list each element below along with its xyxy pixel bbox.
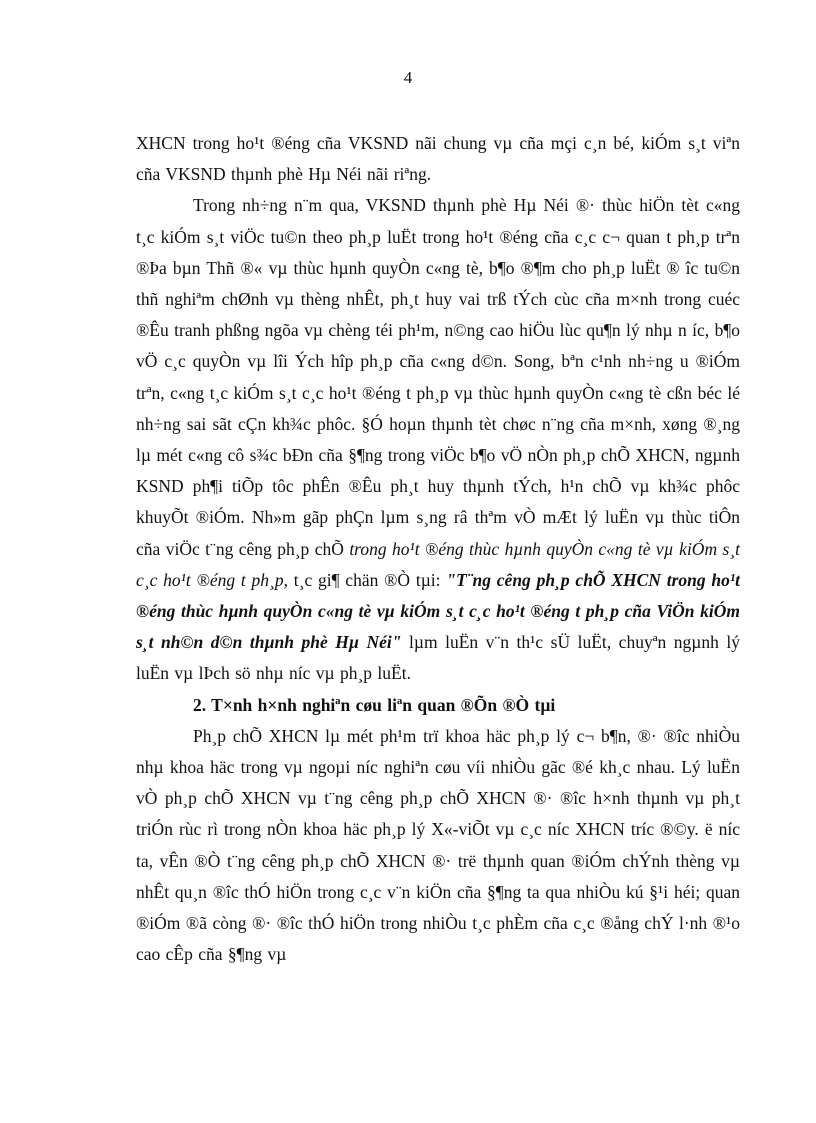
paragraph-rationale-text: Trong nh÷ng n¨m qua, VKSND thµnh phè Hµ Néi ®· thùc hiÖn tèt c«ng t¸c kiÓm s¸t viÖc tu©n theo ph¸p luËt trong ho¹t ®éng cña c¸c c¬ quan t ph¸p trªn ®Þa bµn Thñ ®« vµ thùc hµnh quyÒn c«ng tè, b¶o ®¶m cho ph¸p luËt ® îc tu©n thñ nghiªm chØnh vµ thèng nhÊt, ph¸t huy vai trß tÝch cùc cña m×nh trong cuéc ®Êu tranh phßng ngõa vµ chèng téi ph¹m, n©ng cao hiÖu lùc qu¶n lý nhµ n íc, b¶o vÖ c¸c quyÒn vµ lîi Ých hîp ph¸p cña c«ng d©n. Song, bªn c¹nh nh÷ng u ®iÓm trªn, c«ng t¸c kiÓm s¸t c¸c ho¹t ®éng t ph¸p vµ thùc hµnh quyÒn c«ng tè cßn béc lé nh÷ng sai sãt cÇn kh¾c phôc. §Ó hoµn thµnh tèt chøc n¨ng cña m×nh, xøng ®¸ng lµ mét c«ng cô s¾c bÐn cña §¶ng trong viÖc b¶o vÖ nÒn ph¸p chÕ XHCN, ngµnh KSND ph¶i tiÕp tôc phÊn ®Êu ph¸t huy thµnh tÝch, h¹n chÕ vµ kh¾c phôc khuyÕt ®iÓm. Nh»m gãp phÇn lµm s¸ng râ thªm vÒ mÆt lý luËn vµ thùc tiÔn cña viÖc t¨ng cêng ph¸p chÕ [136, 195, 740, 559]
paragraph-rationale-text-b: , t¸c gi¶ chän ®Ò tµi: [283, 569, 441, 590]
paragraph-rationale-italic: trong ho¹t ®éng thùc hµnh quyÒn c«ng tè vµ kiÓm s¸t c¸c ho¹t ®éng t ph¸p [136, 538, 741, 590]
paragraph-rationale-text-c: lµm luËn v¨n th¹c sÜ luËt, chuyªn ngµnh lý luËn vµ lÞch sö nhµ níc vµ ph¸p luËt. [136, 632, 741, 684]
paragraph-rationale [136, 190, 740, 689]
paragraph-continued: XHCN trong ho¹t ®éng cña VKSND nãi chung vµ cña mçi c¸n bé, kiÓm s¸t viªn cña VKSND thµnh phè Hµ Néi nãi riªng. [136, 133, 740, 185]
section-heading: 2. T×nh h×nh nghiªn cøu liªn quan ®Õn ®Ò tµi [193, 694, 556, 715]
document-body [136, 128, 740, 970]
paragraph-literature: Ph¸p chÕ XHCN lµ mét ph¹m trï khoa häc ph¸p lý c¬ b¶n, ®· ®îc nhiÒu nhµ khoa häc trong vµ ngoµi níc nghiªn cøu víi nhiÒu gãc ®é kh¸c nhau. Lý luËn vÒ ph¸p chÕ XHCN vµ t¨ng cêng ph¸p chÕ XHCN ®· ®îc h×nh thµnh vµ ph¸t triÓn rùc rì trong nÒn khoa häc ph¸p lý X«-viÕt vµ c¸c níc XHCN tríc ®©y. ë níc ta, vÊn ®Ò t¨ng cêng ph¸p chÕ XHCN ®· trë thµnh quan ®iÓm chÝnh thèng vµ nhÊt qu¸n ®îc thÓ hiÖn trong c¸c v¨n kiÖn cña §¶ng ta qua nhiÒu kú §¹i héi; quan ®iÓm ®ã còng ®· ®îc thÓ hiÖn trong nhiÒu t¸c phÈm cña c¸c ®ång chÝ l·nh ®¹o cao cÊp cña §¶ng vµ [136, 725, 740, 965]
thesis-title: "T¨ng cêng ph¸p chÕ XHCN trong ho¹t ®éng thùc hµnh quyÒn c«ng tè vµ kiÓm s¸t c¸c ho¹t ®éng t ph¸p cña ViÖn kiÓm s¸t nh©n d©n thµnh phè Hµ Néi" [136, 569, 740, 653]
page-number: 4 [403, 68, 413, 87]
